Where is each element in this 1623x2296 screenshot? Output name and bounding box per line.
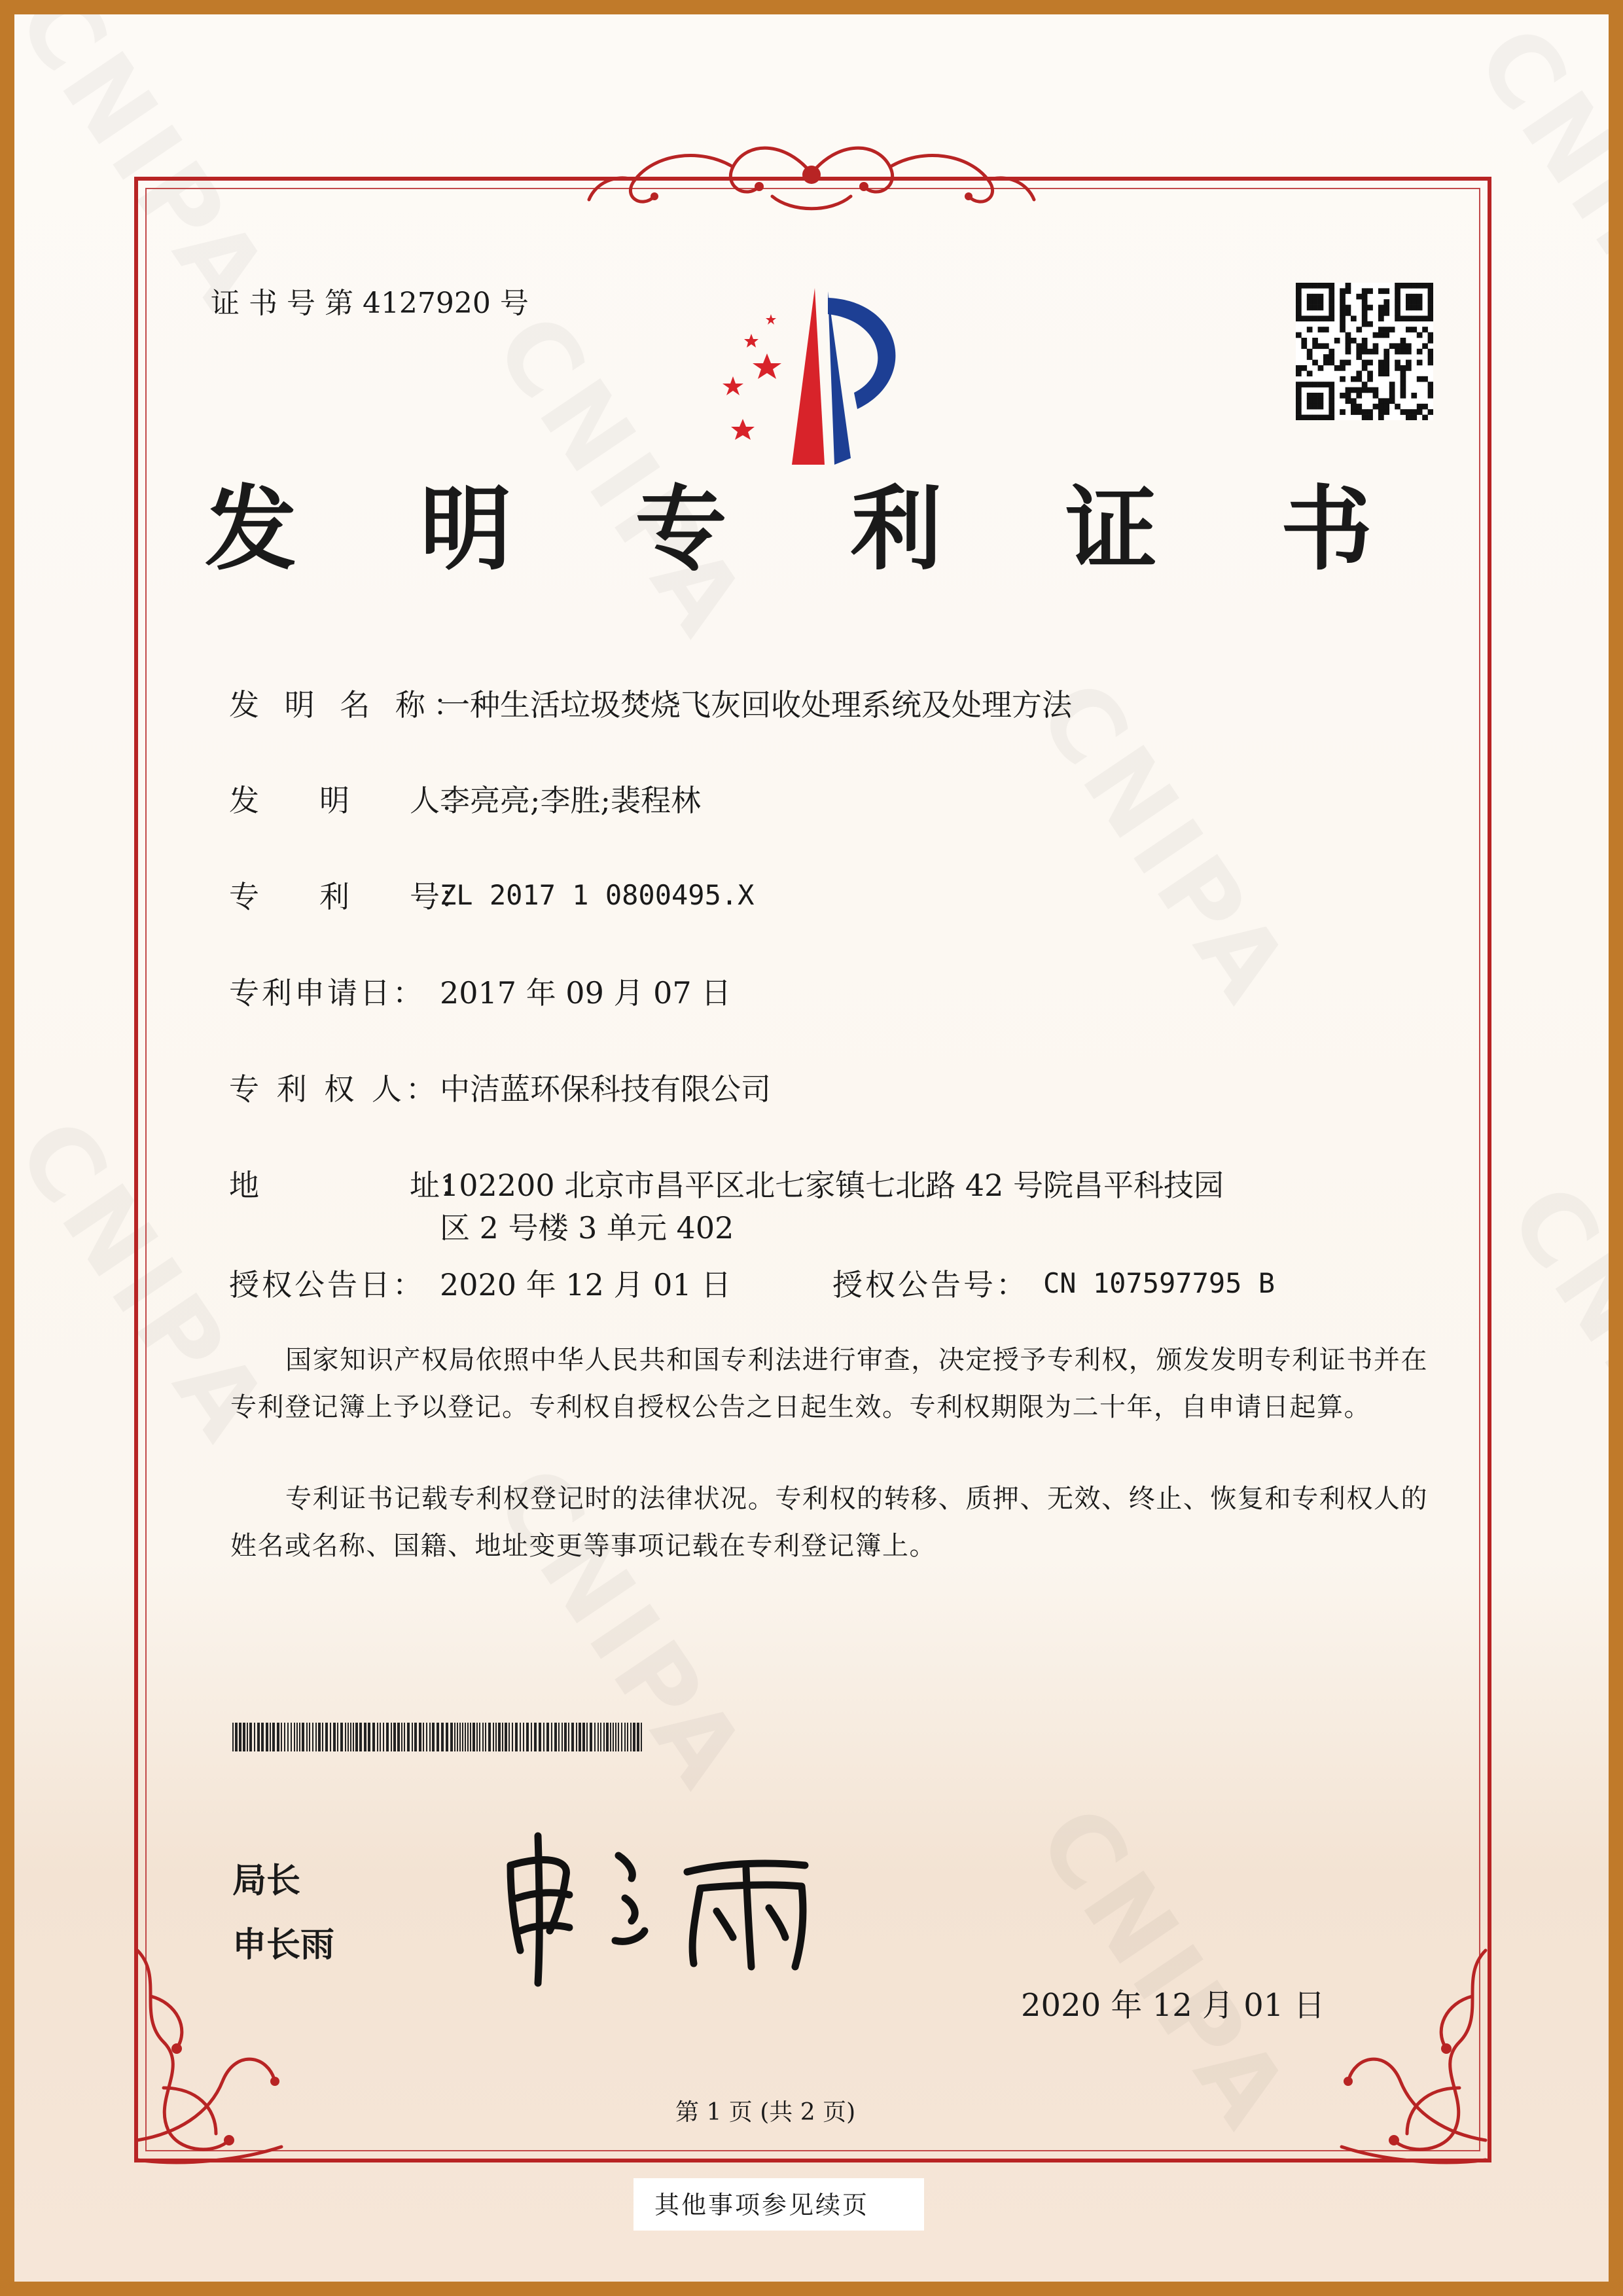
field-label-grant-no: 授权公告号： <box>832 1267 1029 1302</box>
field-value-address-line2: 区 2 号楼 3 单元 402 <box>440 1210 734 1246</box>
field-value-invention-name: 一种生活垃圾焚烧飞灰回收处理系统及处理方法 <box>440 687 1072 723</box>
field-value-patentee: 中洁蓝环保科技有限公司 <box>440 1071 771 1107</box>
field-label-patentee: 专 利 权 人： <box>229 1071 440 1107</box>
field-label-inventors: 发 明 人： <box>229 783 470 818</box>
signature-icon <box>497 1826 838 1990</box>
certificate-statement-paragraph: 国家知识产权局依照中华人民共和国专利法进行审查，决定授予专利权，颁发发明专利证书并在专利登记簿上予以登记。专利权自授权公告之日起生效。专利权期限为二十年，自申请日起算。 <box>230 1345 1428 1422</box>
field-label-invention-name: 发 明 名 称： <box>229 687 471 723</box>
director-title: 局长 <box>232 1861 301 1901</box>
field-label-grant-date: 授权公告日： <box>229 1267 425 1302</box>
field-value-patent-no: ZL 2017 1 0800495.X <box>440 879 755 911</box>
watermark <box>1487 1166 1609 1530</box>
field-value-grant-date: 2020 年 12 月 01 日 <box>440 1267 732 1302</box>
certificate-legal-note-paragraph: 专利证书记载专利权登记时的法律状况。专利权的转移、质押、无效、终止、恢复和专利权人的姓名或名称、国籍、地址变更等事项记载在专利登记簿上。 <box>230 1484 1428 1561</box>
page-title: 发 明 专 利 证 书 <box>205 476 1418 583</box>
qr-code-icon <box>1296 283 1433 420</box>
barcode-icon <box>232 1723 645 1751</box>
field-value-filing-date: 2017 年 09 月 07 日 <box>440 975 732 1011</box>
certificate-number: 证 书 号 第 4127920 号 <box>211 287 529 320</box>
field-value-inventors: 李亮亮;李胜;裴程林 <box>440 783 701 818</box>
cnipa-logo-icon <box>694 281 936 471</box>
field-value-grant-no: CN 107597795 B <box>1043 1267 1275 1299</box>
field-value-address-line1: 102200 北京市昌平区北七家镇七北路 42 号院昌平科技园 <box>440 1168 1224 1203</box>
field-label-filing-date: 专利申请日： <box>229 975 425 1011</box>
top-ornament-icon <box>576 134 1047 219</box>
corner-ornament-icon <box>1329 1924 1499 2173</box>
director-name: 申长雨 <box>232 1926 335 1965</box>
page-indicator: 第 1 页 (共 2 页) <box>675 2099 856 2126</box>
field-label-address: 地 址： <box>229 1168 470 1203</box>
issue-date: 2020 年 12 月 01 日 <box>1021 1987 1325 2024</box>
continued-note: 其他事项参见续页 <box>654 2191 870 2219</box>
field-label-patent-no: 专 利 号： <box>229 879 470 914</box>
